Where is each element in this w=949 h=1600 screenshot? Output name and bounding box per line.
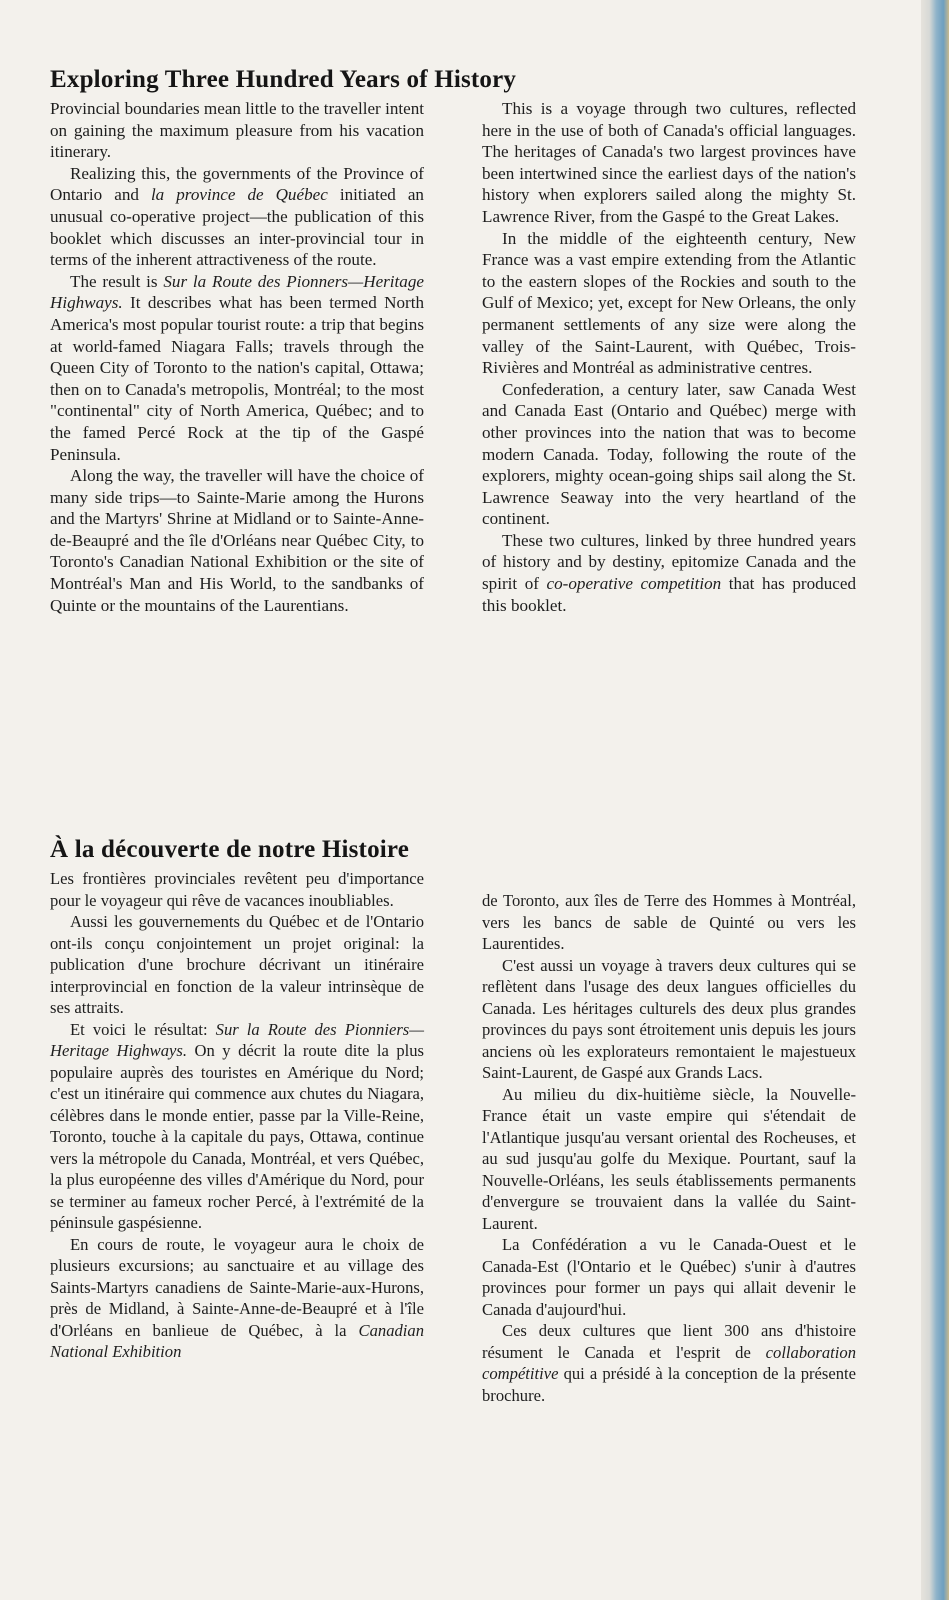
french-paragraph: de Toronto, aux îles de Terre des Hommes à Montréal, vers les bancs de sable de Quinté ou vers les Laurentides.: [482, 891, 856, 953]
french-paragraph: Ces deux cultures que lient 300 ans d'histoire résument le Canada et l'esprit de collaboration compétitive qui a présidé à la conception de la présente brochure.: [482, 1321, 856, 1405]
english-paragraph: Along the way, the traveller will have the choice of many side trips—to Sainte-Marie among the Hurons and the Martyrs' Shrine at Midland or to Sainte-Anne-de-Beaupré and the île d'Orléans near Québec City, to Toronto's Canadian National Exhibition or the site of Montréal's Man and His World, to the sandbanks of Quinte or the mountains of the Laurentians.: [50, 466, 424, 615]
french-paragraph: Au milieu du dix-huitième siècle, la Nouvelle-France était un vaste empire qui s'étendait de l'Atlantique jusqu'au versant oriental des Rocheuses, et au sud jusqu'au golfe du Mexique. Pourtant, sauf la Nouvelle-Orléans, les seuls établissements permanents d'envergure se trouvaient dans la vallée du Saint-Laurent.: [482, 1084, 856, 1233]
french-paragraph: Aussi les gouvernements du Québec et de l'Ontario ont-ils conçu conjointement un projet original: la publication d'une brochure décrivant un itinéraire interprovincial en fonction de la valeur intrinsèque de ses attraits.: [50, 912, 424, 1017]
french-paragraph: Et voici le résultat: Sur la Route des Pionniers—Heritage Highways. On y décrit la route dite la plus populaire auprès des touristes en Amérique du Nord; c'est un itinéraire qui commence aux chutes du Niagara, célèbres dans le monde entier, passe par la Ville-Reine, Toronto, touche à la capitale du pays, Ottawa, continue vers la métropole du Canada, Montréal, et vers Québec, la plus européenne des villes d'Amérique du Nord, pour se terminer au fameux rocher Percé, à l'extrémité de la péninsule gaspésienne.: [50, 1019, 424, 1232]
english-paragraph: Realizing this, the governments of the Province of Ontario and la province de Québec initiated an unusual co-operative project—the publication of this booklet which discusses an inter-provincial tour in terms of the inherent attractiveness of the route.: [50, 163, 424, 270]
french-paragraph: C'est aussi un voyage à travers deux cultures qui se reflètent dans l'usage des deux langues officielles du Canada. Les héritages culturels des deux plus grandes provinces du pays sont étroitement unis depuis les jours anciens où les explorateurs remontaient le majestueux Saint-Laurent, de Gaspé aux Grands Lacs.: [482, 955, 856, 1082]
english-paragraph: The result is Sur la Route des Pionners—Heritage Highways. It describes what has been termed North America's most popular tourist route: a trip that begins at world-famed Niagara Falls; travels through the Queen City of Toronto to the nation's capital, Ottawa; then on to Canada's metropolis, Montréal; to the most "continental" city of North America, Québec; and to the famed Percé Rock at the tip of the Gaspé Peninsula.: [50, 271, 424, 464]
english-paragraph: In the middle of the eighteenth century, New France was a vast empire extending from the Atlantic to the eastern slopes of the Rockies and south to the Gulf of Mexico; yet, except for New Orleans, the only permanent settlements of any size were along the valley of the Saint-Laurent, with Québec, Trois-Rivières and Montréal as administrative centres.: [482, 228, 856, 378]
page-edge-decoration: [921, 0, 949, 1600]
english-heading: Exploring Three Hundred Years of History: [50, 66, 517, 93]
english-paragraph: Provincial boundaries mean little to the traveller intent on gaining the maximum pleasure from his vacation itinerary.: [50, 99, 424, 162]
french-left-column: [50, 868, 424, 1406]
english-right-column: [482, 98, 856, 616]
french-paragraph: Les frontières provinciales revêtent peu d'importance pour le voyageur qui rêve de vacances inoubliables.: [50, 869, 424, 910]
english-paragraph: This is a voyage through two cultures, reflected here in the use of both of Canada's official languages. The heritages of Canada's two largest provinces have been intertwined since the earliest days of the nation's history when explorers sailed along the mighty St. Lawrence River, from the Gaspé to the Great Lakes.: [482, 99, 856, 226]
french-paragraph: La Confédération a vu le Canada-Ouest et le Canada-Est (l'Ontario et le Québec) s'unir à d'autres provinces pour former un pays qui allait devenir le Canada d'aujourd'hui.: [482, 1235, 856, 1319]
french-right-column: [482, 868, 856, 1406]
french-section: [50, 836, 856, 1406]
english-paragraph: Confederation, a century later, saw Canada West and Canada East (Ontario and Québec) merge with other provinces into the nation that was to become modern Canada. Today, following the route of the explorers, mighty ocean-going ships sail along the St. Lawrence Seaway into the very heartland of the continent.: [482, 379, 856, 529]
french-heading: À la découverte de notre Histoire: [50, 836, 410, 863]
english-columns: [50, 98, 856, 616]
french-paragraph: En cours de route, le voyageur aura le choix de plusieurs excursions; au sanctuaire et au village des Saints-Martyrs canadiens de Sainte-Marie-aux-Hurons, près de Midland, à Sainte-Anne-de-Beaupré et à l'île d'Orléans en banlieue de Québec, à la Canadian National Exhibition: [50, 1234, 424, 1361]
french-columns: [50, 868, 856, 1406]
english-left-column: [50, 98, 424, 616]
english-section: [50, 66, 856, 616]
english-paragraph: These two cultures, linked by three hundred years of history and by destiny, epitomize Canada and the spirit of co-operative competition that has produced this booklet.: [482, 530, 856, 615]
